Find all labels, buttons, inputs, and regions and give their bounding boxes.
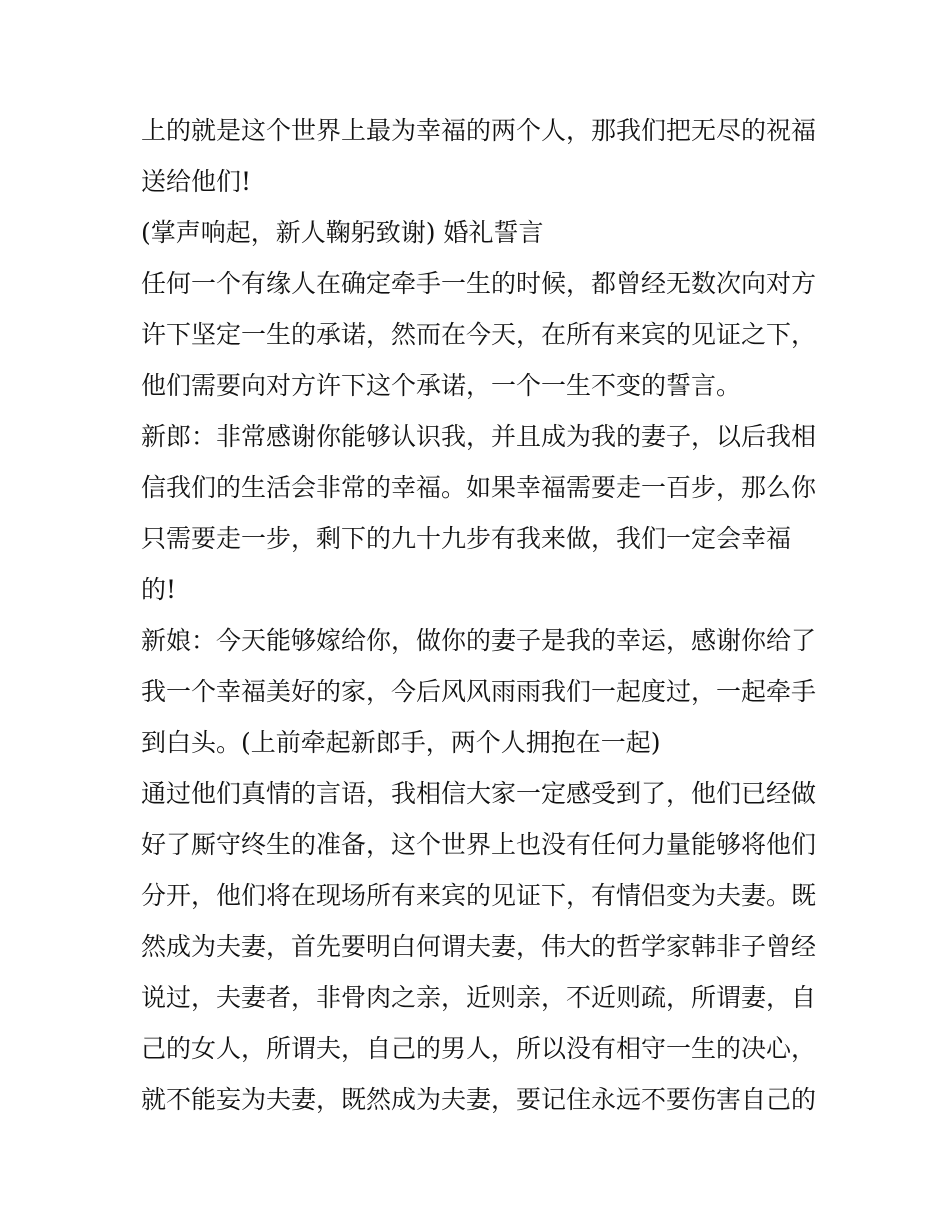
text-line: 就不能妄为夫妻，既然成为夫妻，要记住永远不要伤害自己的: [141, 1085, 817, 1114]
text-line: 送给他们!: [141, 167, 252, 196]
text-line: 只需要走一步，剩下的九十九步有我来做，我们一定会幸福: [141, 524, 792, 553]
text-line: 的!: [141, 575, 177, 604]
text-line: 上的就是这个世界上最为幸福的两个人，那我们把无尽的祝福: [141, 116, 817, 145]
text-line: (掌声响起，新人鞠躬致谢) 婚礼誓言: [141, 218, 544, 247]
text-line: 任何一个有缘人在确定牵手一生的时候，都曾经无数次向对方: [141, 269, 817, 298]
text-line: 通过他们真情的言语，我相信大家一定感受到了，他们已经做: [141, 779, 817, 808]
text-line: 说过，夫妻者，非骨肉之亲，近则亲，不近则疏，所谓妻，自: [141, 983, 817, 1012]
text-line: 我一个幸福美好的家，今后风风雨雨我们一起度过，一起牵手: [141, 677, 817, 706]
text-line: 许下坚定一生的承诺，然而在今天，在所有来宾的见证之下，: [141, 320, 817, 349]
text-line: 到白头。(上前牵起新郎手，两个人拥抱在一起): [141, 728, 661, 757]
document-body: [141, 105, 817, 1125]
text-line: 己的女人，所谓夫，自己的男人，所以没有相守一生的决心，: [141, 1034, 817, 1063]
text-line: 分开，他们将在现场所有来宾的见证下，有情侣变为夫妻。既: [141, 881, 817, 910]
text-line: 新娘：今天能够嫁给你，做你的妻子是我的幸运，感谢你给了: [141, 626, 817, 655]
text-line: 好了厮守终生的准备，这个世界上也没有任何力量能够将他们: [141, 830, 817, 859]
text-line: 信我们的生活会非常的幸福。如果幸福需要走一百步，那么你: [141, 473, 817, 502]
text-line: 新郎：非常感谢你能够认识我，并且成为我的妻子，以后我相: [141, 422, 817, 451]
text-line: 然成为夫妻，首先要明白何谓夫妻，伟大的哲学家韩非子曾经: [141, 932, 817, 961]
text-line: 他们需要向对方许下这个承诺，一个一生不变的誓言。: [141, 371, 742, 400]
